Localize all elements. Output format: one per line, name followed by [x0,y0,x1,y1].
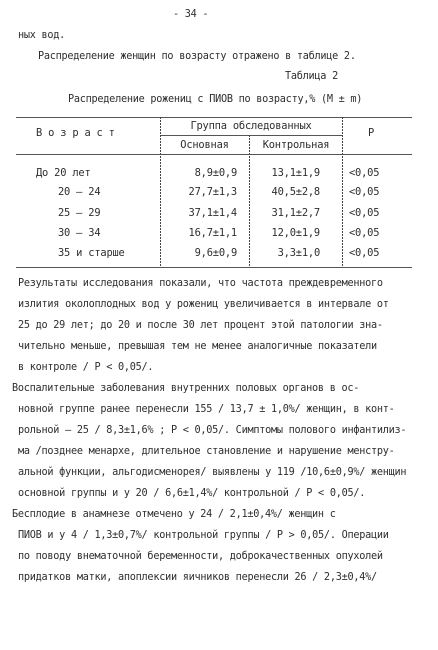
row-p-value: <0,05 [349,167,380,179]
text-line: Результаты исследования показали, что частота преждевременного [18,278,383,289]
text-line: новной группе ранее перенесли 155 / 13,7 ± 1,0%/ женщин, в конт- [18,404,395,415]
column-header-p: Р [368,127,375,139]
row-main-value: 37,1±1,4 [188,207,237,219]
row-age: 30 – 34 [58,227,101,239]
text-line: ПИОВ и у 4 / 1,3±0,7%/ контрольной группы / Р > 0,05/. Операции [18,530,389,541]
row-main-value: 27,7±1,3 [188,186,237,198]
page-number: - 34 - [173,9,209,20]
row-age: 35 и старше [58,247,125,259]
text-line: придатков матки, апоплексии яичников перенесли 26 / 2,3±0,4%/ [18,572,377,583]
row-age: До 20 лет [36,167,91,179]
text-line: основной группы и у 20 / 6,6±1,4%/ контрольной / Р < 0,05/. [18,488,366,499]
row-p-value: <0,05 [349,227,380,239]
row-control-value: 12,0±1,9 [271,227,320,239]
row-p-value: <0,05 [349,207,380,219]
table-label: Таблица 2 [285,71,338,82]
column-divider [342,117,343,267]
table-top-rule [16,117,412,118]
column-header-age: В о з р а с т [36,127,115,139]
text-line: ных вод. [18,30,66,41]
row-main-value: 16,7±1,1 [188,227,237,239]
table-caption: Распределение рожениц с ПИОВ по возрасту,% (М ± m) [68,94,363,105]
row-age: 20 – 24 [58,186,101,198]
group-header-rule [160,135,342,136]
text-line: Воспалительные заболевания внутренних половых органов в ос- [12,383,360,394]
row-control-value: 40,5±2,8 [271,186,320,198]
text-line: чительно меньше, превышая тем не менее аналогичные показатели [18,341,377,352]
text-line: по поводу внематочной беременности, доброкачественных опухолей [18,551,383,562]
row-control-value: 31,1±2,7 [271,207,320,219]
text-line: Бесплодие в анамнезе отмечено у 24 / 2,1±0,4%/ женщин с [12,509,336,520]
text-line: Распределение женщин по возрасту отражено в таблице 2. [38,51,356,62]
text-line: в контроле / Р < 0,05/. [18,362,154,373]
text-line: 25 до 29 лет; до 20 и после 30 лет процент этой патологии зна- [18,320,383,331]
row-main-value: 9,6±0,9 [194,247,237,259]
row-control-value: 13,1±1,9 [271,167,320,179]
row-main-value: 8,9±0,9 [194,167,237,179]
column-header-main: Основная [180,139,229,151]
text-line: рольной – 25 / 8,3±1,6% ; Р < 0,05/. Симптомы полового инфантилиз- [18,425,407,436]
column-header-control: Контрольная [262,139,330,151]
table-header-rule [16,154,412,155]
text-line: излития околоплодных вод у рожениц увеличивается в интервале от [18,299,389,310]
row-control-value: 3,3±1,0 [277,247,320,259]
row-age: 25 – 29 [58,207,101,219]
column-header-group: Группа обследованных [190,120,312,132]
text-line: ма /позднее менархе, длительное становление и нарушение менстру- [18,446,395,457]
row-p-value: <0,05 [349,247,380,259]
table-bottom-rule [16,267,412,268]
row-p-value: <0,05 [349,186,380,198]
text-line: альной функции, альгодисменорея/ выявлены у 119 /10,6±0,9%/ женщин [18,467,407,478]
